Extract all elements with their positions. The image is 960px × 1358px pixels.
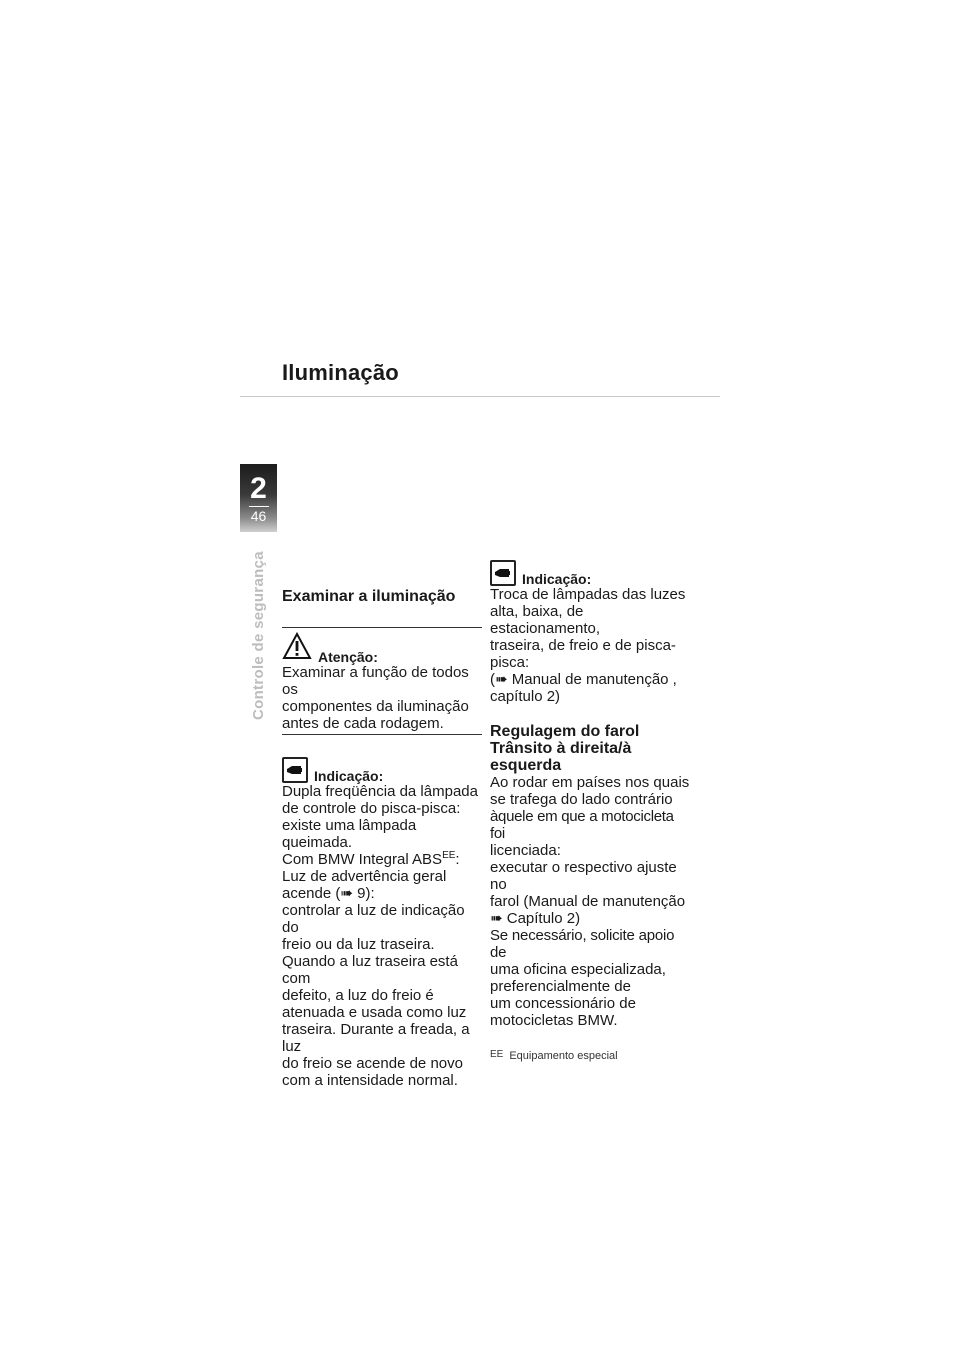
note-line: alta, baixa, de estacionamento, xyxy=(490,603,601,637)
body-line: uma oficina especializada, xyxy=(490,961,666,978)
warning-line: componentes da iluminação xyxy=(282,698,469,715)
note-line: do freio se acende de novo xyxy=(282,1055,463,1072)
warning-line: antes de cada rodagem. xyxy=(282,715,444,732)
note-block-right xyxy=(490,560,690,705)
note-line: acende (➠ 9): xyxy=(282,885,375,902)
pointing-hand-note-icon xyxy=(490,560,516,586)
footnote xyxy=(490,1049,690,1062)
note-line: com a intensidade normal. xyxy=(282,1072,458,1089)
warning-triangle-icon xyxy=(282,632,312,664)
note-line: existe uma lâmpada queimada. xyxy=(282,817,417,851)
note-line: Quando a luz traseira está com xyxy=(282,953,458,987)
body-line: farol (Manual de manutenção xyxy=(490,893,686,910)
body-line: licenciada: xyxy=(490,842,561,859)
note-line: freio ou da luz traseira. xyxy=(282,936,435,953)
note-line: Troca de lâmpadas das luzes xyxy=(490,586,686,603)
note-block-left xyxy=(282,757,482,1089)
note-text xyxy=(282,783,482,1089)
right-column xyxy=(490,560,690,1062)
note-label: Indicação: xyxy=(314,768,384,784)
heading-line: Regulagem do farol xyxy=(490,723,640,740)
page-title: Iluminação xyxy=(282,360,399,385)
body-line: executar o respectivo ajuste no xyxy=(490,859,677,893)
note-line: capítulo 2) xyxy=(490,688,561,705)
body-line: um concessionário de xyxy=(490,995,636,1012)
note-line-abs xyxy=(282,851,482,868)
note-line: de controle do pisca-pisca: xyxy=(282,800,461,817)
left-column xyxy=(282,588,482,1089)
chapter-rule xyxy=(249,506,269,507)
warning-text xyxy=(282,664,482,732)
note-text xyxy=(490,586,690,705)
body-line: se trafega do lado contrário xyxy=(490,791,673,808)
note-header xyxy=(282,757,482,783)
pointing-hand-note-icon xyxy=(282,757,308,783)
body-line: ➠ Capítulo 2) xyxy=(490,910,581,927)
chapter-number: 2 xyxy=(250,472,267,505)
note-line: defeito, a luz do freio é xyxy=(282,987,434,1004)
abs-text: Com BMW Integral ABS xyxy=(282,851,443,868)
note-label: Indicação: xyxy=(522,571,592,587)
note-line: (➠ Manual de manutenção , xyxy=(490,671,677,688)
note-header xyxy=(490,560,690,586)
note-line: controlar a luz de indicação do xyxy=(282,902,465,936)
body-line: Ao rodar em países nos quais xyxy=(490,774,690,791)
note-line: atenuada e usada como luz xyxy=(282,1004,467,1021)
footnote-mark: EE xyxy=(490,1049,504,1060)
warning-label: Atenção: xyxy=(318,649,378,665)
note-line: Dupla freqüência da lâmpada xyxy=(282,783,478,800)
section-heading-examine-lighting: Examinar a iluminação xyxy=(282,588,456,605)
note-line: pisca: xyxy=(490,654,530,671)
note-line: traseira. Durante a freada, a luz xyxy=(282,1021,470,1055)
note-line: traseira, de freio e de pisca- xyxy=(490,637,676,654)
headlight-text xyxy=(490,774,690,1029)
body-line: àquele em que a motocicleta foi xyxy=(490,808,674,842)
body-line: Se necessário, solicite apoio de xyxy=(490,927,675,961)
page-number: 46 xyxy=(250,508,267,524)
footnote-text: Equipamento especial xyxy=(509,1050,618,1062)
warning-header xyxy=(282,632,482,664)
heading-line: Trânsito à direita/à xyxy=(490,740,632,757)
header-rule xyxy=(240,396,720,397)
heading-line: esquerda xyxy=(490,757,562,774)
warning-line: Examinar a função de todos os xyxy=(282,664,469,698)
body-line: motocicletas BMW. xyxy=(490,1012,618,1029)
section-heading-headlight-adjustment xyxy=(490,723,690,774)
abs-superscript: EE xyxy=(442,850,456,861)
abs-colon: : xyxy=(455,851,460,868)
body-line: preferencialmente de xyxy=(490,978,631,995)
note-line: Luz de advertência geral xyxy=(282,868,447,885)
chapter-tab xyxy=(240,464,277,532)
side-section-label: Controle de segurança xyxy=(250,551,267,720)
warning-block xyxy=(282,627,482,735)
